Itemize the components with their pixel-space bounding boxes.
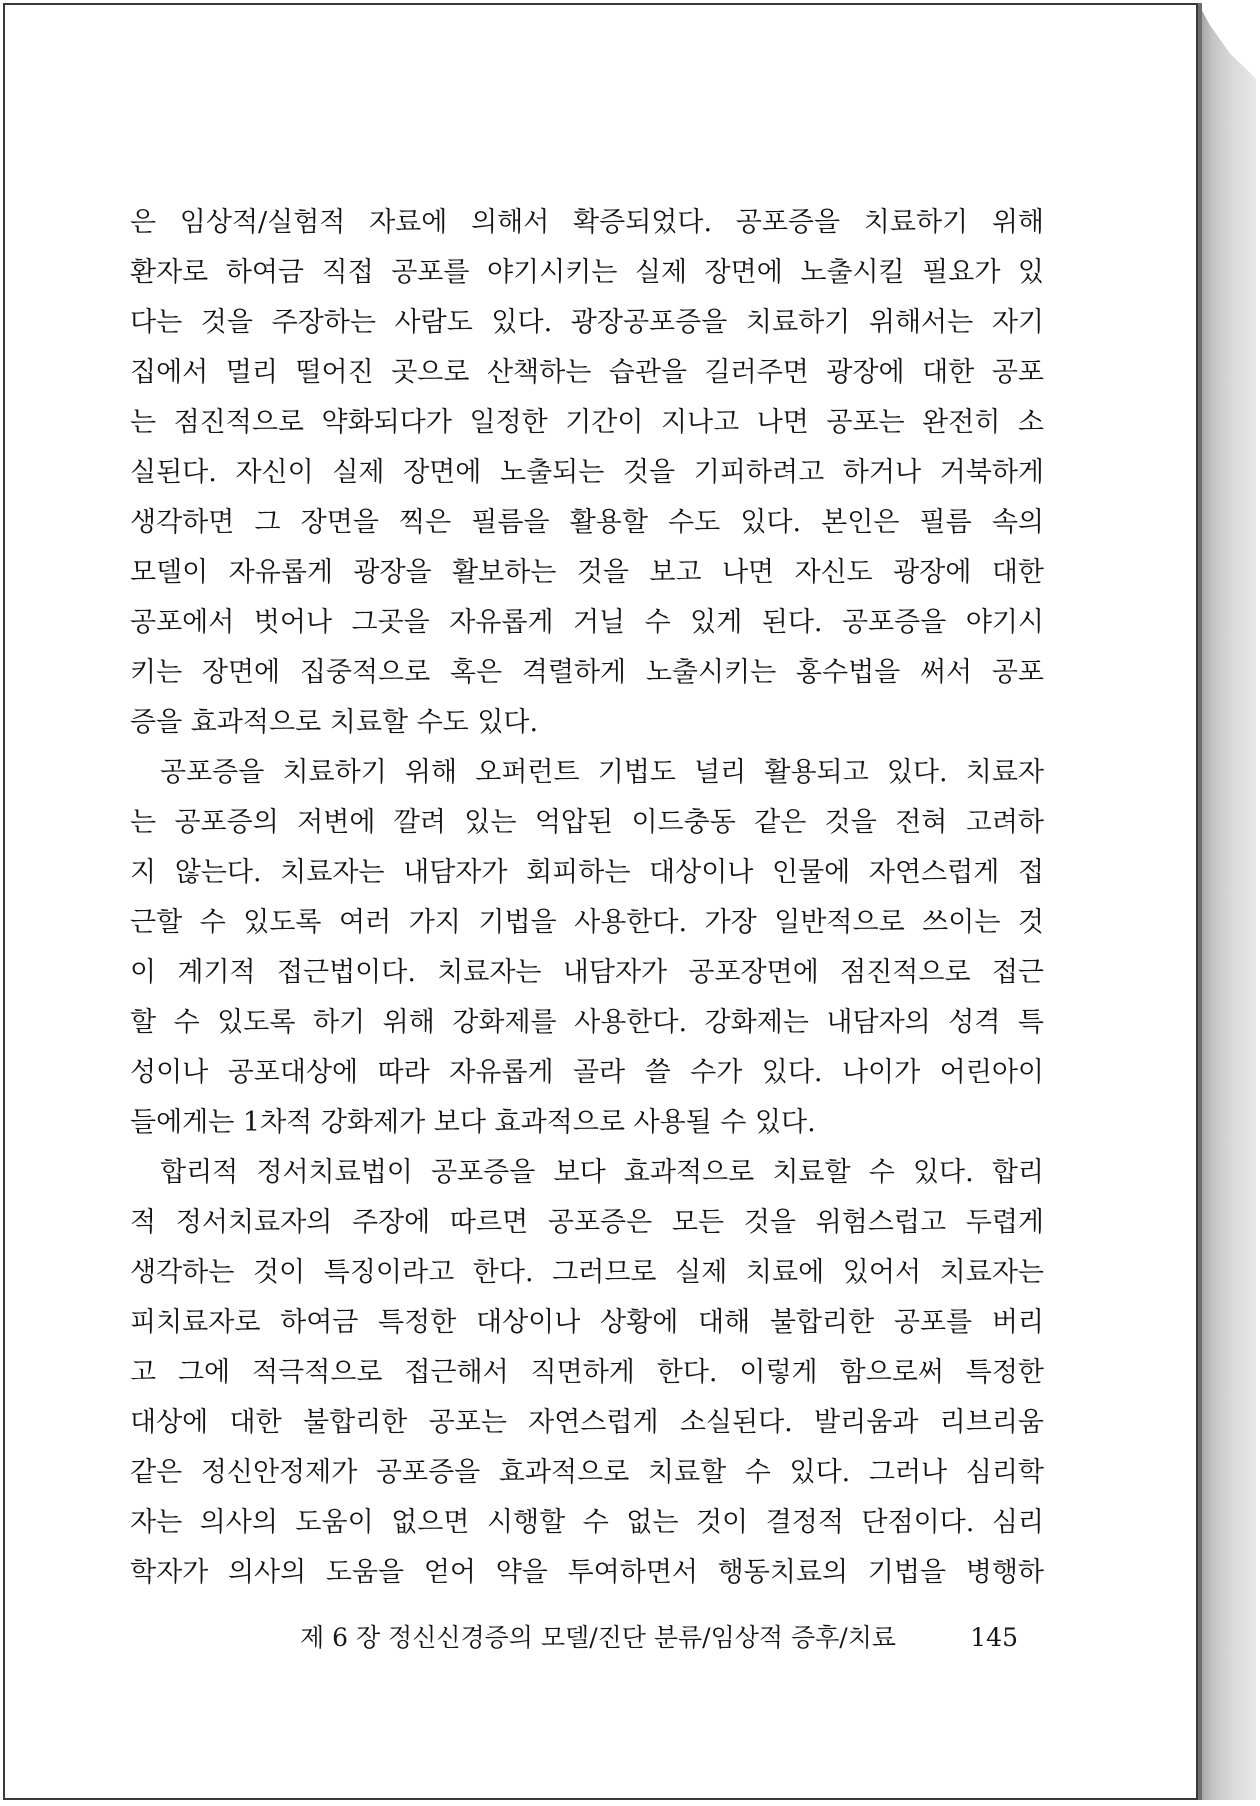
running-footer-chapter: 제 6 장 정신신경증의 모델/진단 분류/임상적 증후/치료	[300, 1623, 897, 1652]
body-text	[130, 198, 1044, 1598]
text-line: 같은 정신안정제가 공포증을 효과적으로 치료할 수 있다. 그러나 심리학	[130, 1457, 1044, 1488]
text-line: 생각하면 그 장면을 찍은 필름을 활용할 수도 있다. 본인은 필름 속의	[130, 507, 1044, 538]
text-line: 실된다. 자신이 실제 장면에 노출되는 것을 기피하려고 하거나 거북하게	[130, 457, 1044, 488]
page-edge-shadow	[1198, 3, 1202, 1800]
text-line: 다는 것을 주장하는 사람도 있다. 광장공포증을 치료하기 위해서는 자기	[130, 307, 1044, 338]
text-line: 공포증을 치료하기 위해 오퍼런트 기법도 널리 활용되고 있다. 치료자	[160, 757, 1044, 788]
text-line: 피치료자로 하여금 특정한 대상이나 상황에 대해 불합리한 공포를 버리	[130, 1307, 1044, 1338]
page-number: 145	[970, 1623, 1018, 1652]
text-line: 공포에서 벗어나 그곳을 자유롭게 거닐 수 있게 된다. 공포증을 야기시	[130, 607, 1044, 638]
text-line: 대상에 대한 불합리한 공포는 자연스럽게 소실된다. 발리움과 리브리움	[130, 1407, 1044, 1438]
page-footer	[300, 1618, 1018, 1658]
text-line: 할 수 있도록 하기 위해 강화제를 사용한다. 강화제는 내담자의 성격 특	[130, 1007, 1044, 1038]
text-line: 근할 수 있도록 여러 가지 기법을 사용한다. 가장 일반적으로 쓰이는 것	[130, 907, 1044, 938]
text-line: 은 임상적/실험적 자료에 의해서 확증되었다. 공포증을 치료하기 위해	[130, 207, 1044, 238]
text-line: 성이나 공포대상에 따라 자유롭게 골라 쓸 수가 있다. 나이가 어린아이	[130, 1057, 1044, 1088]
text-line: 모델이 자유롭게 광장을 활보하는 것을 보고 나면 자신도 광장에 대한	[130, 557, 1044, 588]
text-line: 적 정서치료자의 주장에 따르면 공포증은 모든 것을 위험스럽고 두렵게	[130, 1207, 1044, 1238]
text-line: 지 않는다. 치료자는 내담자가 회피하는 대상이나 인물에 자연스럽게 접	[130, 857, 1044, 888]
text-line: 이 계기적 접근법이다. 치료자는 내담자가 공포장면에 점진적으로 접근	[130, 957, 1044, 988]
text-line: 들에게는 1차적 강화제가 보다 효과적으로 사용될 수 있다.	[130, 1107, 816, 1138]
text-line: 합리적 정서치료법이 공포증을 보다 효과적으로 치료할 수 있다. 합리	[160, 1157, 1044, 1188]
text-line: 고 그에 적극적으로 접근해서 직면하게 한다. 이렇게 함으로써 특정한	[130, 1357, 1044, 1388]
text-line: 집에서 멀리 떨어진 곳으로 산책하는 습관을 길러주면 광장에 대한 공포	[130, 357, 1044, 388]
text-line: 생각하는 것이 특징이라고 한다. 그러므로 실제 치료에 있어서 치료자는	[130, 1257, 1044, 1288]
text-line: 키는 장면에 집중적으로 혹은 격렬하게 노출시키는 홍수법을 써서 공포	[130, 657, 1044, 688]
text-line: 증을 효과적으로 치료할 수도 있다.	[130, 707, 539, 738]
text-line: 는 공포증의 저변에 깔려 있는 억압된 이드충동 같은 것을 전혀 고려하	[130, 807, 1044, 838]
page-edge	[1198, 3, 1256, 1800]
text-line: 환자로 하여금 직접 공포를 야기시키는 실제 장면에 노출시킬 필요가 있	[130, 257, 1044, 288]
text-line: 는 점진적으로 약화되다가 일정한 기간이 지나고 나면 공포는 완전히 소	[130, 407, 1044, 438]
text-line: 학자가 의사의 도움을 얻어 약을 투여하면서 행동치료의 기법을 병행하	[130, 1557, 1044, 1588]
text-line: 자는 의사의 도움이 없으면 시행할 수 없는 것이 결정적 단점이다. 심리	[130, 1507, 1044, 1538]
